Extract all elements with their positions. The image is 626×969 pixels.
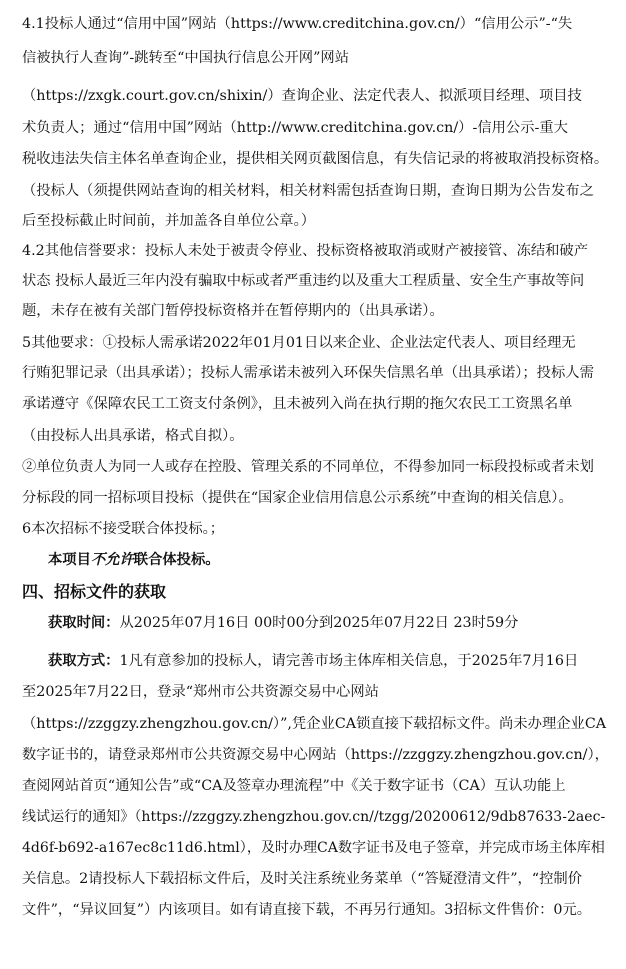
obtain-method <box>48 651 612 671</box>
text-line: 5其他要求：①投标人需承诺2022年01月01日以来企业、企业法定代表人、项目经理无 <box>22 335 576 351</box>
text-line: （投标人（须提供网站查询的相关材料，相关材料需包括查询日期，查询日期为公告发布之 <box>22 183 594 199</box>
text-line: 题，未存在被有关部门暂停投标资格并在暂停期内的（出具承诺）。 <box>22 303 444 319</box>
consortium-emphasis: 不允许 <box>90 552 134 568</box>
text-line: 承诺遵守《保障农民工工资支付条例》，且未被列入尚在执行期的拖欠农民工工资黑名单 <box>22 396 573 412</box>
obtain-time-value: 从2025年07月16日 00时00分到2025年07月22日 23时59分 <box>119 615 519 631</box>
consortium-prefix: 本项目 <box>48 552 91 568</box>
text-line: 4d6f-b692-a167ec8c11d6.html），及时办理CA数字证书及电子签章，并完成市场主体库相 <box>22 840 605 856</box>
text-line: 4.2其他信誉要求：投标人未处于被责令停业、投标资格被取消或财产被接管、冻结和破产 <box>22 243 589 259</box>
obtain-time-label: 获取时间： <box>48 615 120 631</box>
obtain-time <box>48 613 612 633</box>
text-line: 至2025年7月22日，登录“郑州市公共资源交易中心网站 <box>22 684 379 700</box>
text-line: （由投标人出具承诺，格式自拟）。 <box>22 428 244 444</box>
text-line: 4.1投标人通过“信用中国”网站（https://www.creditchina.gov.cn/）“信用公示”-“失 <box>22 16 573 32</box>
text-line: 查阅网站首页“通知公告”或“CA及签章办理流程”中《关于数字证书（CA）互认功能上 <box>22 778 566 794</box>
text-line: 线试运行的通知》（https://zzggzy.zhengzhou.gov.cn//tzgg/20200612/9db87633-2aec- <box>22 809 606 825</box>
text-line: 关信息。2请投标人下载招标文件后，及时关注系统业务菜单（“答疑澄清文件”，“控制价 <box>22 871 583 887</box>
consortium-suffix: 联合体投标。 <box>133 552 220 568</box>
text-line: 术负责人；通过“信用中国”网站（http://www.creditchina.gov.cn/）-信用公示-重大 <box>22 120 568 136</box>
section-heading: 四、招标文件的获取 <box>22 582 167 601</box>
text-line: 后至投标截止时间前，并加盖各自单位公章。） <box>22 213 316 229</box>
text-line: 信被执行人查询”-跳转至“中国执行信息公开网”网站 <box>22 50 349 66</box>
text-line: （https://zxgk.court.gov.cn/shixin/）查询企业、法定代表人、拟派项目经理、项目技 <box>22 88 582 104</box>
obtain-method-label: 获取方式： <box>48 653 120 669</box>
text-line: 税收违法失信主体名单查询企业，提供相关网页截图信息，有失信记录的将被取消投标资格。 <box>22 151 609 167</box>
text-line: 数字证书的，请登录郑州市公共资源交易中心网站（https://zzggzy.zhengzhou.gov.cn/）， <box>22 747 609 763</box>
obtain-method-first-line: 1凡有意参加的投标人，请完善市场主体库相关信息，于2025年7月16日 <box>119 653 579 669</box>
text-line: 分标段的同一招标项目投标（提供在“国家企业信用信息公示系统”中查询的相关信息）。 <box>22 490 573 506</box>
text-line: 文件”，“异议回复”）内该项目。如有请直接下载，不再另行通知。3招标文件售价：0元。 <box>22 902 592 918</box>
text-line: 状态 投标人最近三年内没有骗取中标或者严重违约以及重大工程质量、安全生产事故等问 <box>22 273 585 289</box>
text-line: 行贿犯罪记录（出具承诺）；投标人需承诺未被列入环保失信黑名单（出具承诺）；投标人需 <box>22 365 594 381</box>
text-line: （https://zzggzy.zhengzhou.gov.cn/）”,凭企业CA锁直接下载招标文件。尚未办理企业CA <box>22 716 607 732</box>
text-line: 6本次招标不接受联合体投标。； <box>22 521 225 537</box>
text-line: ②单位负责人为同一人或存在控股、管理关系的不同单位，不得参加同一标段投标或者未划 <box>22 459 594 475</box>
consortium-statement <box>48 550 612 570</box>
